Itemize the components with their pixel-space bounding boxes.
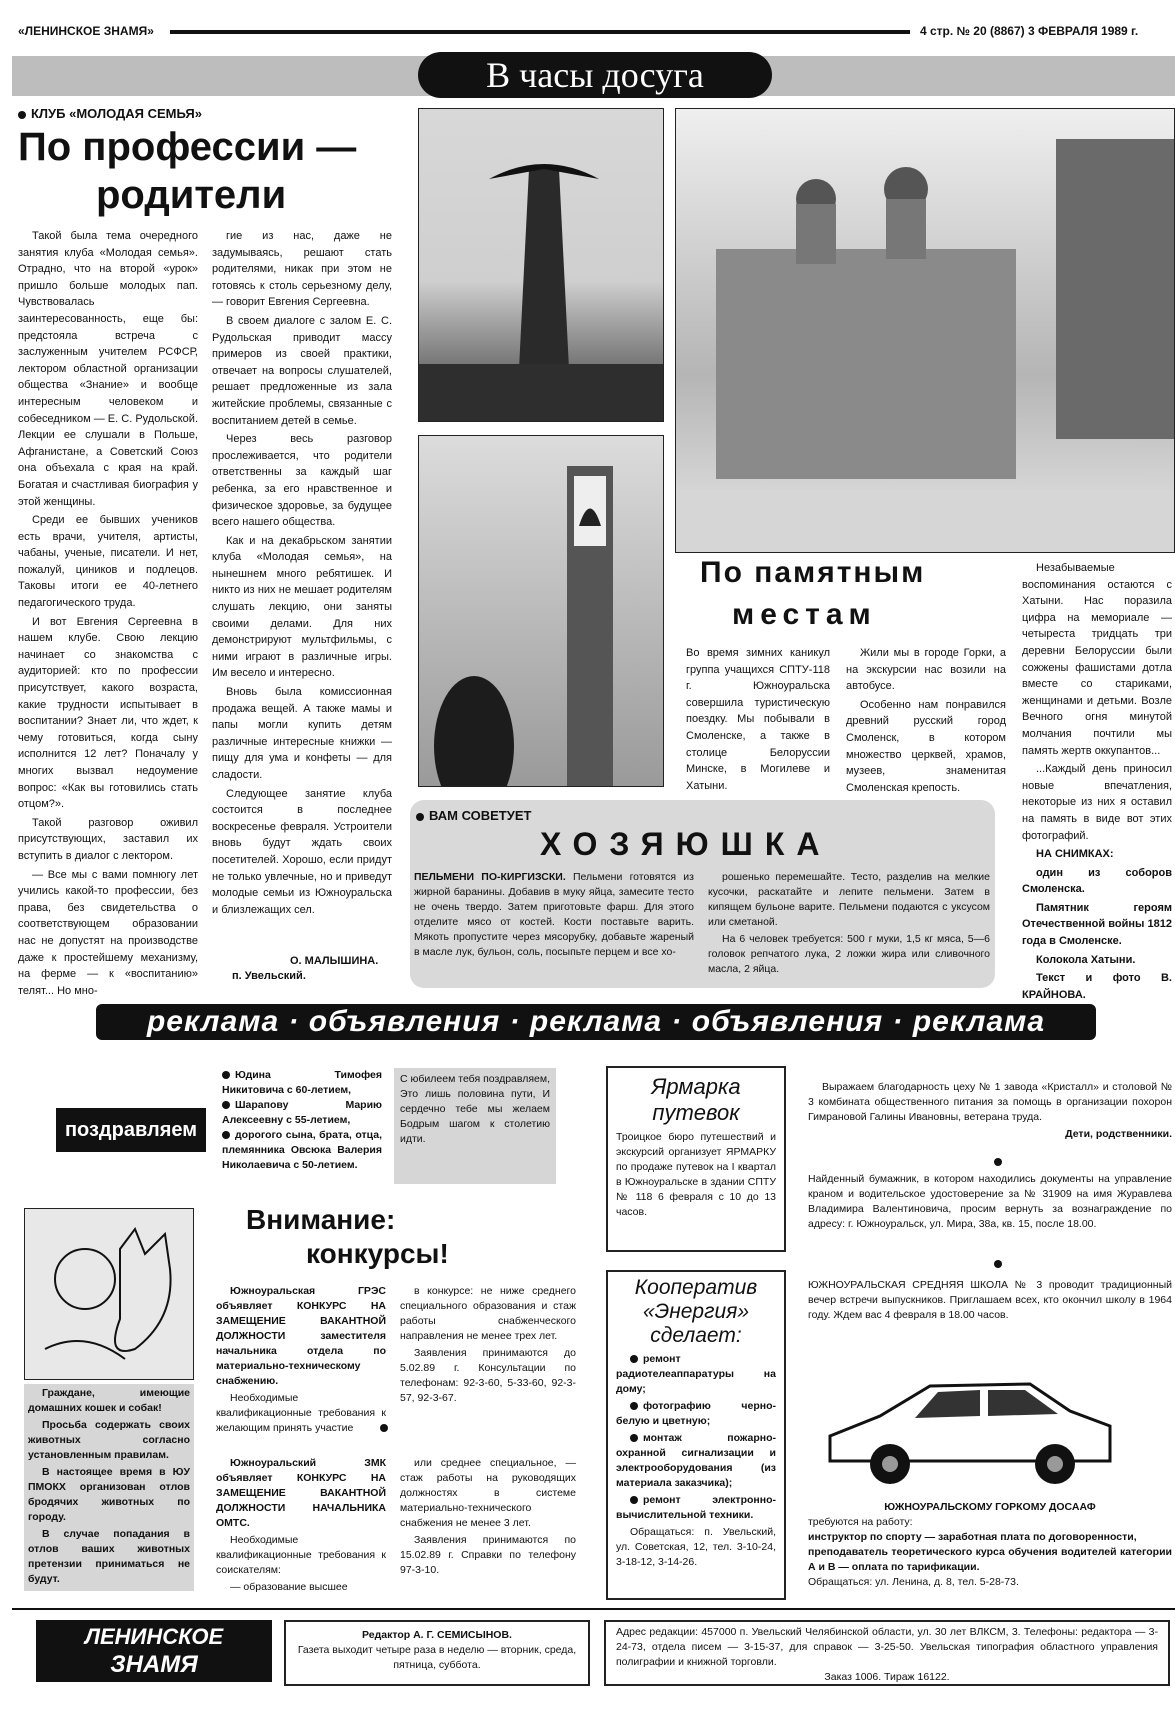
recipe-rubric [416,808,531,823]
dosaaf-line: Обращаться: ул. Ленина, д. 8, тел. 5-28-73. [808,1576,1019,1588]
congrats-logo-text: поздравляем [64,1119,198,1141]
recipe-title: ХОЗЯЮШКА [540,826,832,862]
pets-text: Граждане, имеющие домашних кошек и собак! [28,1387,190,1414]
memory-headline-1: По памятным [700,556,926,589]
footer-logo-line-2: ЗНАМЯ [110,1651,198,1678]
memory-column-3 [1022,560,1172,1005]
congrats-item: Шарапову Марию Алексеевну с 55-летием, [222,1099,382,1126]
zmk-column-1 [216,1456,386,1597]
coop-title-3: сделает: [650,1324,742,1347]
pets-text: В настоящее время в ЮУ ПМОКХ организован отлов бродячих животных по городу. [28,1466,190,1523]
fair-title-1: Ярмарка [651,1074,741,1099]
bullet-icon [222,1131,230,1139]
school-notice: ЮЖНОУРАЛЬСКАЯ СРЕДНЯЯ ШКОЛА № 3 проводит традиционный вечер встречи выпускников. Приглашаем всех, кто окончил школу в 1964 году. Ждем вас 4 февраля в 18.00 часов. [808,1279,1172,1321]
recipe-column-1 [414,870,694,960]
paragraph: Вновь была комиссионная продажа вещей. А также мамы и папы могли купить детям различные интересные книжки — пищу для ума и конфеты — для сладости. [212,686,392,781]
coop-title-1: Кооператив [634,1276,758,1299]
bullet-icon [994,1260,1002,1268]
coop-item: ремонт электронно-вычислительной техники. [616,1494,776,1521]
thanks-text: Выражаем благодарность цеху № 1 завода «Кристалл» и столовой № 3 комбината общественного питания за помощь в организации похорон Гимрановой Галины Ивановны, ветерана труда. [808,1081,1172,1123]
zmk-text: — образование высшее [230,1581,348,1593]
grs-column-2 [400,1284,576,1408]
car-icon [820,1356,1120,1496]
congrats-list [222,1068,382,1173]
cathedral-photo [675,108,1175,553]
dosaaf-line: преподаватель теоретического курса обучения водителей категории А и В — оплата по тарификации. [808,1546,1172,1573]
footer-logo [36,1620,272,1682]
coop-item: монтаж пожарно-охранной сигнализации и электрооборудования (из материала заказчика); [616,1432,776,1489]
fair-text: Троицкое бюро путешествий и экскурсий организует ЯРМАРКУ по продаже путевок на I квартал в Южноуральске в здании СПТУ № 118 6 февраля с 10 до 13 часов. [616,1131,776,1218]
thanks-notice [808,1080,1172,1144]
coop-item: фотографию черно-белую и цветную; [616,1400,776,1427]
section-banner-title: В часы досуга [486,55,704,95]
monument-photo [418,108,664,422]
pets-text: В случае попадания в отлов ваших животных претензии приниматься не будут. [28,1528,190,1585]
bullet-icon [416,813,424,821]
footer-rule [12,1608,1175,1610]
recipe-ingredients: На 6 человек требуется: 500 г муки, 1,5 кг мяса, 5—6 головок репчатого лука, 2 ложки жира или сливочного масла, 2 яйца. [708,933,990,975]
coop-item: ремонт радиотелеаппаратуры на дому; [616,1353,776,1395]
paragraph: Такой была тема очередного занятия клуба «Молодая семья». Отрадно, что на второй «урок» пришло больше молодых пап. Чувствовалась заинтересованность, еще бы: предстояла встреча с заслуженным учителем РСФСР, лектором областной организации общества «Знание» и вообще интересным человеком и собеседником — Е. С. Рудольской. Лекции ее слушали в Польше, Афганистане, а Советский Союз она объехала с края на край. Богатая и счастливая биография у этой женщины. [18,230,198,508]
dosaaf-line: инструктор по спорту — заработная плата по договоренности, [808,1531,1137,1543]
footer-editor-box [284,1620,590,1686]
recipe-dish: ПЕЛЬМЕНИ ПО-КИРГИЗСКИ. [414,871,566,883]
coop-title-2: «Энергия» [642,1300,750,1323]
grs-column-1 [216,1284,386,1438]
wallet-notice: Найденный бумажник, в котором находились документы на управление краном и водительское удостоверение за № 31909 на имя Журавлева Владимира Валентиновича, просим вернуть за вознаграждение по адресу: г. Южноуральск, ул. Мира, 38а, кв. 15, после 18.00. [808,1173,1172,1230]
grs-text: Необходимые квалификационные требования к желающим принять участие [216,1392,386,1434]
paragraph: Среди ее бывших учеников есть врачи, учителя, артисты, чабаны, ученые, писатели. И нет, пожалуй, циников и подлецов. Таковы итоги ее 40-летнего педагогического труда. [18,514,198,610]
fair-box [606,1066,786,1252]
recipe-rubric-text: ВАМ СОВЕТУЕТ [429,808,532,823]
coop-box [606,1270,786,1600]
cathedral-illustration [676,109,1175,553]
congrats-logo [56,1108,206,1152]
congrats-item: дорогого сына, брата, отца, племянника Овсюка Валерия Николаевича с 50-летием. [222,1129,382,1171]
club-place: п. Увельский. [232,970,306,982]
paragraph: Такой разговор оживил присутствующих, заставил их вступить в диалог с лектором. [18,816,198,862]
zmk-text: Заявления принимаются по 15.02.89 г. Справки по телефону 97-3-10. [400,1534,576,1576]
fair-title-2: путевок [652,1100,740,1125]
ad-banner [96,1004,1096,1040]
footer-address: Адрес редакции: 457000 п. Увельский Челябинской области, ул. 30 лет ВЛКСМ, 3. Телефоны: редактора — 3-24-73, отдела писем — 3-15-37, для справок — 3-25-50. Увельская типография областного управления полиграфии и книжной торговли. [616,1626,1158,1668]
grs-text: Заявления принимаются до 5.02.89 г. Консультации по телефонам: 92-3-60, 5-33-60, 92-3-57, 92-3-67. [400,1347,576,1404]
dosaaf-line: требуются на работу: [808,1516,913,1528]
caption: Колокола Хатыни. [1036,953,1136,966]
monument-illustration [419,109,664,422]
zmk-text: или среднее специальное, — стаж работы на руководящих должностях в системе материально-технического снабжения не менее 3 лет. [400,1457,576,1529]
bullet-icon [222,1101,230,1109]
congrats-poem: С юбилеем тебя поздравляем, Это лишь половина пути, И сердечно тебе мы желаем Бодрым шагом к столетию идти. [394,1068,556,1184]
bullet-icon [630,1434,638,1442]
footer-order: Заказ 1006. Тираж 16122. [824,1671,950,1683]
footer-schedule: Газета выходит четыре раза в неделю — вторник, среда, пятница, суббота. [297,1644,577,1671]
caption: Памятник героям Отечественной войны 1812 года в Смоленске. [1022,901,1172,948]
footer-editor: Редактор А. Г. СЕМИСЫНОВ. [362,1629,512,1641]
paragraph: В своем диалоге с залом Е. С. Рудольская приводит массу примеров из своей практики, отвечает на вопросы слушателей, решает предложенные из зала житейские проблемы, связанные с воспитанием детей в семье. [212,314,392,427]
bullet-icon [222,1071,230,1079]
paragraph: Как и на декабрьском занятии клуба «Молодая семья», на нынешнем много ребятишек. И никто из них не мешает родителям слушать лекцию, они заняты своими делами. Для них демонстрируют мультфильмы, с ними играют в различные игры. Им весело и интересно. [212,534,392,680]
coop-address: Обращаться: п. Увельский, ул. Советская, 12, тел. 3-10-24, 3-18-12, 3-14-26. [616,1526,776,1568]
club-headline-1: По профессии — [18,125,357,169]
coop-list [616,1352,776,1570]
pets-notice [24,1384,194,1591]
recipe-text-2: рошенько перемешайте. Тесто, разделив на мелкие кусочки, раскатайте и лепите пельмени. Затем в кипящем бульоне варите. Пельмени подаются с уксусом или сметаной. [708,871,990,928]
club-rubric [18,106,202,121]
recipe-column-2 [708,870,990,979]
club-rubric-text: КЛУБ «МОЛОДАЯ СЕМЬЯ» [31,106,202,121]
bullet-icon [994,1158,1002,1166]
bells-photo [418,435,664,787]
footer-logo-line-1: ЛЕНИНСКОЕ [84,1624,224,1649]
memory-headline-2: местам [732,598,877,631]
section-banner [418,52,772,98]
club-column-1 [18,228,198,1001]
paragraph: Незабываемые воспоминания остаются с Хатыни. Нас поразила цифра на мемориале — четыреста тридцать три деревни Белоруссии были сожжены фашистами дотла вместе со стариками, женщинами и детьми. Возле Вечного огня минутой молчания почтили мы память жертв оккупантов... [1022,562,1172,757]
bullet-icon [380,1424,388,1432]
paragraph: Особенно нам понравился древний русский город Смоленск, в котором множество церквей, храмов, музеев, знаменитая Смоленская крепость. [846,698,1006,794]
paragraph: Следующее занятие клуба состоится в последнее воскресенье февраля. Устроители вновь будут ждать своих посетителей. Хорошо, если придут не только увлечные, но и приведут молодые семьи из Южноуральска и близлежащих сел. [212,787,392,916]
paragraph: ...Каждый день приносил новые впечатления, некоторые из них я оставил на память в виде вот этих фотографий. [1022,763,1172,842]
paragraph: — Все мы с вами помнюгу лет учились какой-то профессии, без права, без свидетельства о соответствующем образовании нас не допустят на производстве даже к простейшему механизму, на ферме — к «воспитанию» телят... Но мно- [18,868,198,997]
paragraph: Через весь разговор прослеживается, что родители ответственны за каждый шаг ребенка, за его нравственное и физическое здоровье, за будущее всего нашего общества. [212,433,392,529]
bullet-icon [18,111,26,119]
zmk-text: Необходимые квалификационные требования к соискателям: [216,1534,386,1576]
photo-credit: Текст и фото В. КРАЙНОВА. [1022,972,1172,1001]
car-picture [820,1356,1120,1496]
zmk-text: Южноуральский ЗМК объявляет КОНКУРС НА ЗАМЕЩЕНИЕ ВАКАНТНОЙ ДОЛЖНОСТИ НАЧАЛЬНИКА ОМТС. [216,1457,386,1529]
grs-text: в конкурсе: не ниже среднего специального образования и стаж работы снабженческого направления не менее трех лет. [400,1285,576,1342]
memory-column-1: Во время зимних каникул группа учащихся СПТУ-118 г. Южноуральска совершила туристическую поездку. Мы побывали в Смоленске, а также в столице Белоруссии Минске, в Могилеве и Хатыни. [686,647,830,792]
contests-title-1: Внимание: [246,1204,396,1235]
zmk-column-2 [400,1456,576,1580]
bullet-icon [630,1496,638,1504]
caption: один из соборов Смоленска. [1022,866,1172,896]
dosaaf-title: ЮЖНОУРАЛЬСКОМУ ГОРКОМУ ДОСААФ [884,1501,1096,1513]
footer-address-box [604,1620,1170,1686]
captions-label: НА СНИМКАХ: [1036,848,1114,861]
club-column-2 [212,228,392,920]
pets-text: Просьба содержать своих животных согласно установленным правилам. [28,1419,190,1461]
paragraph: Жили мы в городе Горки, а на экскурсии нас возили на автобусе. [846,647,1006,693]
cat-dog-illustration [25,1209,194,1380]
grs-text: Южноуральская ГРЭС объявляет КОНКУРС НА ЗАМЕЩЕНИЕ ВАКАНТНОЙ ДОЛЖНОСТИ заместителя начальника отдела по материально-техническому снабжению. [216,1285,386,1387]
contests-title-2: конкурсы! [306,1238,449,1269]
club-signature: О. МАЛЫШИНА. [290,955,379,967]
dosaaf-notice [808,1500,1172,1590]
club-headline-2: родители [96,173,287,217]
pets-drawing [24,1208,194,1380]
bullet-icon [630,1355,638,1363]
recipe-text-1: Пельмени готовятся из жирной баранины. Добавив в муку яйца, замесите тесто не очень твердо. Затем приготовьте фарш. Для этого отделите мясо от костей. Кости поставьте варить. Мякоть пропустите через мясорубку, добавьте жареный в масле лук, бульон, соль, посыпьте перцем и все хо- [414,871,694,958]
bullet-icon [630,1402,638,1410]
paragraph: гие из нас, даже не задумываясь, решают стать родителями, никак при этом не готовясь к столь серьезному делу, — говорит Евгения Сергеевна. [212,230,392,309]
memory-column-2 [846,645,1006,798]
thanks-sign: Дети, родственники. [1065,1128,1172,1140]
bells-illustration [419,436,664,787]
ad-banner-text: реклама · объявления · реклама · объявления · реклама [146,1005,1046,1038]
paragraph: И вот Евгения Сергеевна в нашем клубе. Свою лекцию начинает со знакомства с аудиторией: кто по профессии присутствует, какого возраста, какие трудности испытывает в воспитании? Знает ли, что ждет, к чему готовиться, когда сыну исполнится 12 лет? Поначалу у многих вызвал недоумение вопрос: «Как вы готовились стать отцом?». [18,615,198,811]
masthead-rule [170,30,910,34]
congrats-item: Юдина Тимофея Никитовича с 60-летием, [222,1069,382,1096]
masthead-right: 4 стр. № 20 (8867) 3 ФЕВРАЛЯ 1989 г. [920,24,1139,38]
masthead-left: «ЛЕНИНСКОЕ ЗНАМЯ» [18,24,154,38]
